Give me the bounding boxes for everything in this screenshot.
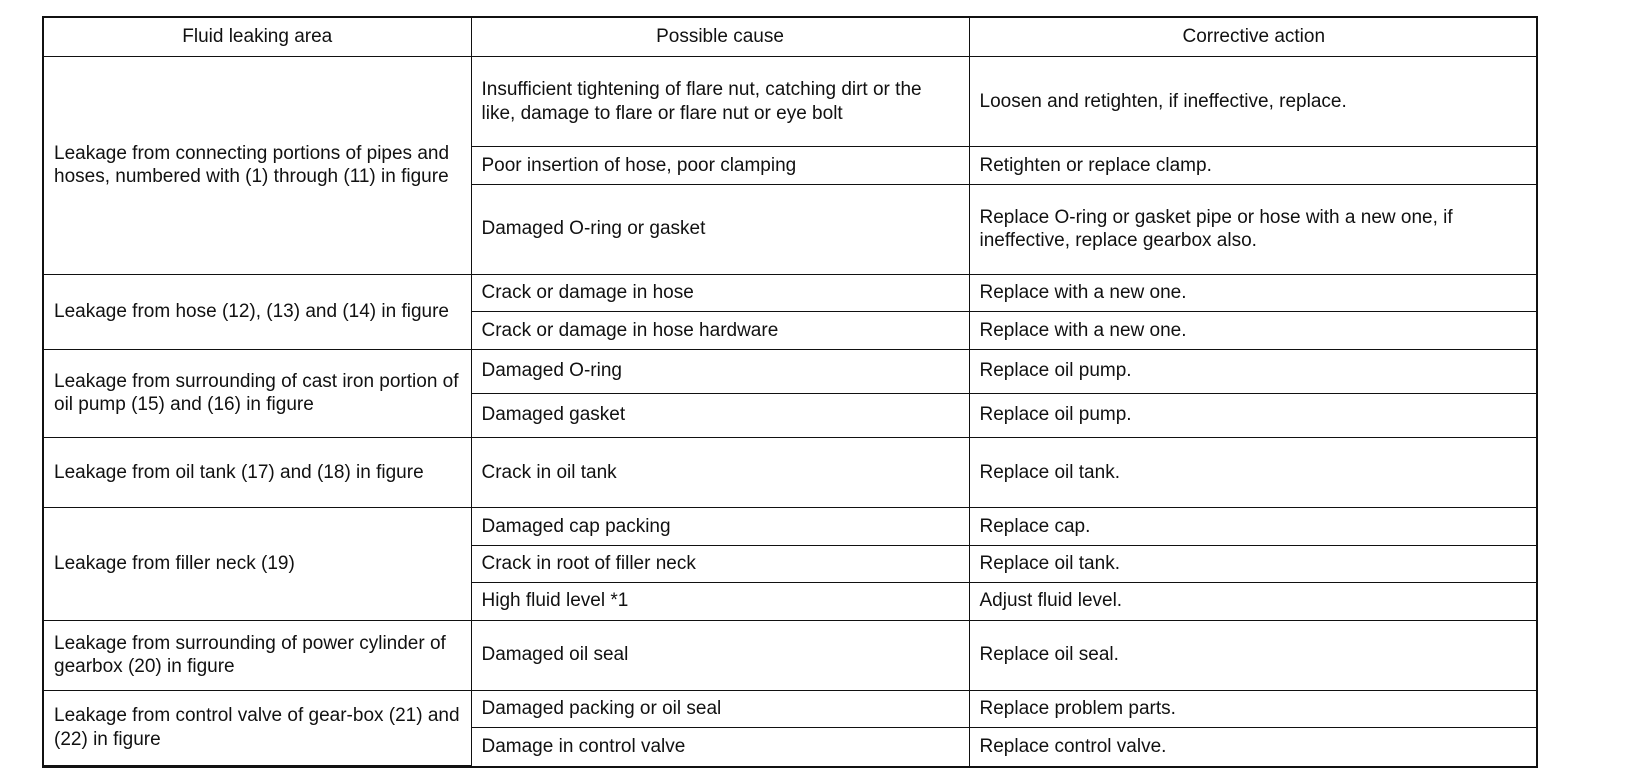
cell-corrective-action: Replace O-ring or gasket pipe or hose with a new one, if ineffective, replace gearbox also. xyxy=(969,184,1538,274)
table-body xyxy=(44,57,1538,766)
header-possible-cause: Possible cause xyxy=(471,18,969,57)
table-row xyxy=(44,620,1538,690)
header-fluid-leaking-area: Fluid leaking area xyxy=(44,18,471,57)
cell-corrective-action: Retighten or replace clamp. xyxy=(969,147,1538,184)
cell-possible-cause: Damaged oil seal xyxy=(471,620,969,690)
cell-corrective-action: Replace oil seal. xyxy=(969,620,1538,690)
cell-possible-cause: Damaged O-ring or gasket xyxy=(471,184,969,274)
cell-corrective-action: Replace problem parts. xyxy=(969,691,1538,728)
cell-leaking-area: Leakage from connecting portions of pipes and hoses, numbered with (1) through (11) in figure xyxy=(44,57,471,275)
cell-leaking-area: Leakage from control valve of gear-box (21) and (22) in figure xyxy=(44,691,471,766)
cell-corrective-action: Replace oil tank. xyxy=(969,545,1538,582)
cell-possible-cause: Crack in oil tank xyxy=(471,437,969,507)
cell-corrective-action: Replace oil pump. xyxy=(969,349,1538,393)
cell-corrective-action: Replace with a new one. xyxy=(969,312,1538,349)
cell-corrective-action: Replace oil tank. xyxy=(969,437,1538,507)
cell-corrective-action: Replace with a new one. xyxy=(969,274,1538,311)
table-row xyxy=(44,57,1538,147)
fluid-leak-table xyxy=(44,18,1538,766)
cell-leaking-area: Leakage from hose (12), (13) and (14) in figure xyxy=(44,274,471,349)
cell-leaking-area: Leakage from surrounding of power cylinder of gearbox (20) in figure xyxy=(44,620,471,690)
cell-possible-cause: Damaged O-ring xyxy=(471,349,969,393)
cell-possible-cause: Damage in control valve xyxy=(471,728,969,766)
cell-possible-cause: Damaged packing or oil seal xyxy=(471,691,969,728)
cell-leaking-area: Leakage from oil tank (17) and (18) in figure xyxy=(44,437,471,507)
header-corrective-action: Corrective action xyxy=(969,18,1538,57)
cell-corrective-action: Replace cap. xyxy=(969,508,1538,545)
cell-possible-cause: Crack in root of filler neck xyxy=(471,545,969,582)
cell-possible-cause: Damaged gasket xyxy=(471,393,969,437)
cell-corrective-action: Adjust fluid level. xyxy=(969,583,1538,620)
cell-leaking-area: Leakage from surrounding of cast iron portion of oil pump (15) and (16) in figure xyxy=(44,349,471,437)
cell-possible-cause: Poor insertion of hose, poor clamping xyxy=(471,147,969,184)
table-row xyxy=(44,437,1538,507)
table-row xyxy=(44,691,1538,728)
cell-corrective-action: Loosen and retighten, if ineffective, replace. xyxy=(969,57,1538,147)
header-row xyxy=(44,18,1538,57)
cell-corrective-action: Replace oil pump. xyxy=(969,393,1538,437)
cell-possible-cause: Damaged cap packing xyxy=(471,508,969,545)
cell-possible-cause: Crack or damage in hose hardware xyxy=(471,312,969,349)
cell-leaking-area: Leakage from filler neck (19) xyxy=(44,508,471,620)
troubleshooting-sheet xyxy=(42,16,1538,768)
table-row xyxy=(44,274,1538,311)
cell-corrective-action: Replace control valve. xyxy=(969,728,1538,766)
cell-possible-cause: High fluid level *1 xyxy=(471,583,969,620)
cell-possible-cause: Crack or damage in hose xyxy=(471,274,969,311)
cell-possible-cause: Insufficient tightening of flare nut, catching dirt or the like, damage to flare or flare nut or eye bolt xyxy=(471,57,969,147)
table-row xyxy=(44,349,1538,393)
table-row xyxy=(44,508,1538,545)
